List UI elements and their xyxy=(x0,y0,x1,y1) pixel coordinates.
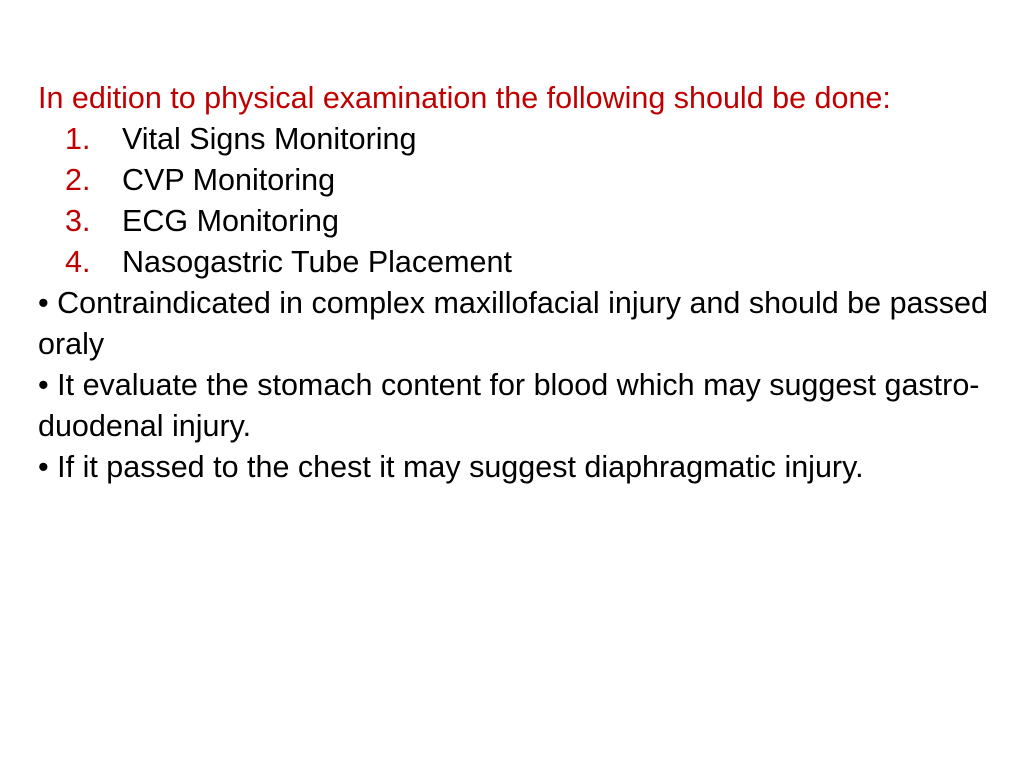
list-item-text: CVP Monitoring xyxy=(122,163,336,197)
list-number: 1. xyxy=(65,122,91,156)
bullet-stomach-evaluation: • It evaluate the stomach content for blood which may suggest gastro- duodenal injury. xyxy=(38,368,980,443)
intro-text: In edition to physical examination the following should be done: xyxy=(38,81,891,115)
numbered-list xyxy=(38,119,998,283)
bullet-diaphragmatic-injury: • If it passed to the chest it may suggest diaphragmatic injury. xyxy=(38,450,864,484)
list-number: 2. xyxy=(65,163,91,197)
list-number: 4. xyxy=(65,245,91,279)
list-item xyxy=(38,242,998,283)
list-item-text: Nasogastric Tube Placement xyxy=(122,245,512,279)
list-item xyxy=(38,201,998,242)
list-number: 3. xyxy=(65,204,91,238)
slide-content xyxy=(38,78,998,488)
list-item xyxy=(38,119,998,160)
bullet-contraindication: • Contraindicated in complex maxillofacial injury and should be passed oraly xyxy=(38,286,988,361)
list-item-text: ECG Monitoring xyxy=(122,204,339,238)
list-item xyxy=(38,160,998,201)
list-item-text: Vital Signs Monitoring xyxy=(122,122,417,156)
